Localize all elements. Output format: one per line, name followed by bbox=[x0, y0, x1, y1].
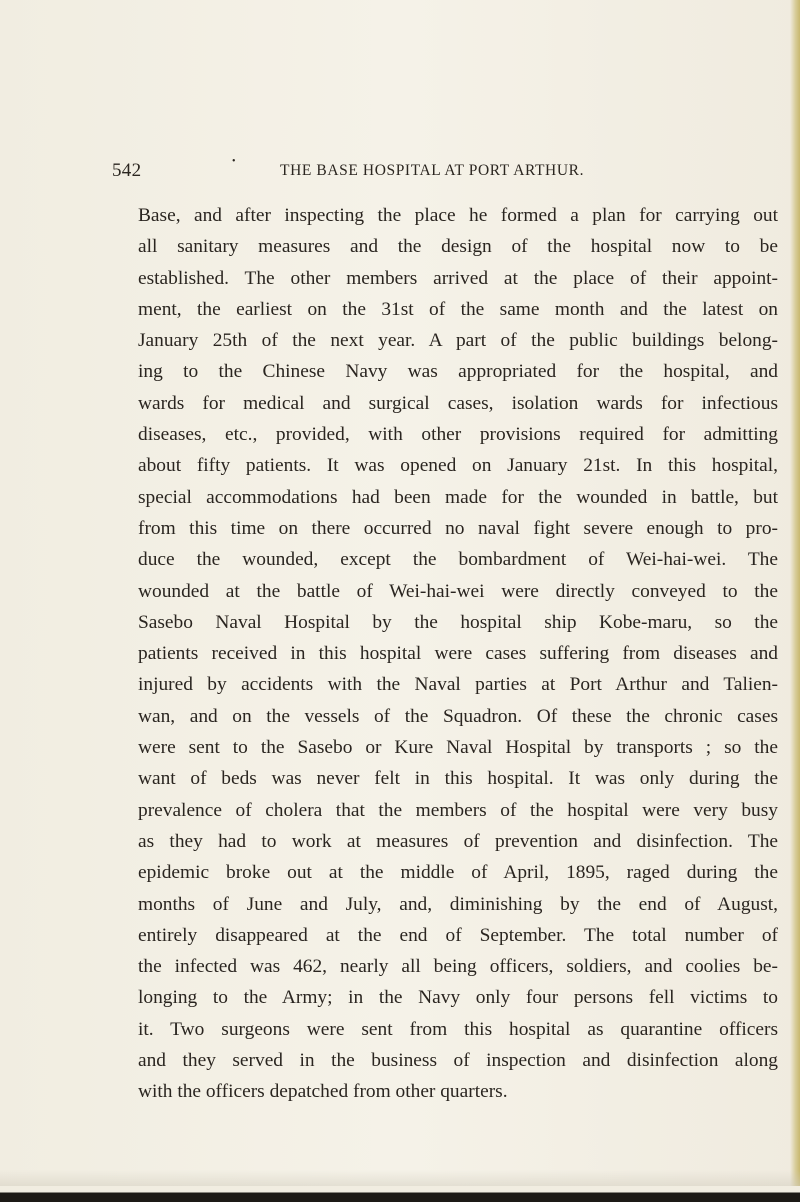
text-line: ing to the Chinese Navy was appropriated for the hospital, and bbox=[138, 361, 778, 383]
text-line: ment, the earliest on the 31st of the same month and the latest on bbox=[138, 298, 778, 320]
text-line: wards for medical and surgical cases, isolation wards for infectious bbox=[138, 392, 778, 414]
text-line: epidemic broke out at the middle of April, 1895, raged during the bbox=[138, 862, 778, 884]
text-line: Sasebo Naval Hospital by the hospital ship Kobe-maru, so the bbox=[138, 611, 778, 633]
body-paragraph bbox=[138, 200, 778, 1108]
text-line: entirely disappeared at the end of September. The total number of bbox=[138, 924, 778, 946]
text-line: all sanitary measures and the design of the hospital now to be bbox=[138, 236, 778, 258]
text-line: it. Two surgeons were sent from this hospital as quarantine officers bbox=[138, 1018, 778, 1040]
text-line: wounded at the battle of Wei-hai-wei were directly conveyed to the bbox=[138, 580, 778, 602]
text-line: prevalence of cholera that the members of the hospital were very busy bbox=[138, 799, 778, 821]
page-number: 542 bbox=[112, 160, 142, 181]
text-line: were sent to the Sasebo or Kure Naval Hospital by transports ; so the bbox=[138, 737, 778, 759]
text-line: special accommodations had been made for the wounded in battle, but bbox=[138, 486, 778, 508]
text-line: longing to the Army; in the Navy only four persons fell victims to bbox=[138, 987, 778, 1009]
scan-bottom-edge bbox=[0, 1186, 800, 1202]
text-line: duce the wounded, except the bombardment of Wei-hai-wei. The bbox=[138, 549, 778, 571]
text-line: patients received in this hospital were cases suffering from diseases and bbox=[138, 643, 778, 665]
printer-mark: • bbox=[232, 156, 236, 167]
text-line: from this time on there occurred no naval fight severe enough to pro- bbox=[138, 517, 778, 539]
text-line: wan, and on the vessels of the Squadron. Of these the chronic cases bbox=[138, 705, 778, 727]
running-head bbox=[112, 156, 722, 184]
text-line: with the officers depatched from other quarters. bbox=[138, 1081, 508, 1103]
text-line: months of June and July, and, diminishing by the end of August, bbox=[138, 893, 778, 915]
text-line: want of beds was never felt in this hospital. It was only during the bbox=[138, 768, 778, 790]
text-line: diseases, etc., provided, with other provisions required for admitting bbox=[138, 424, 778, 446]
text-line: as they had to work at measures of prevention and disinfection. The bbox=[138, 830, 778, 852]
running-title: THE BASE HOSPITAL AT PORT ARTHUR. bbox=[280, 162, 585, 179]
text-line: established. The other members arrived at the place of their appoint- bbox=[138, 267, 778, 289]
text-line: about fifty patients. It was opened on January 21st. In this hospital, bbox=[138, 455, 778, 477]
text-line: and they served in the business of inspection and disinfection along bbox=[138, 1050, 778, 1072]
text-line: Base, and after inspecting the place he formed a plan for carrying out bbox=[138, 205, 778, 226]
scan-shadow bbox=[0, 1170, 800, 1186]
text-line: January 25th of the next year. A part of the public buildings belong- bbox=[138, 330, 778, 352]
text-line: injured by accidents with the Naval parties at Port Arthur and Talien- bbox=[138, 674, 778, 696]
text-line: the infected was 462, nearly all being officers, soldiers, and coolies be- bbox=[138, 956, 778, 978]
page-edge-shading bbox=[790, 0, 800, 1202]
